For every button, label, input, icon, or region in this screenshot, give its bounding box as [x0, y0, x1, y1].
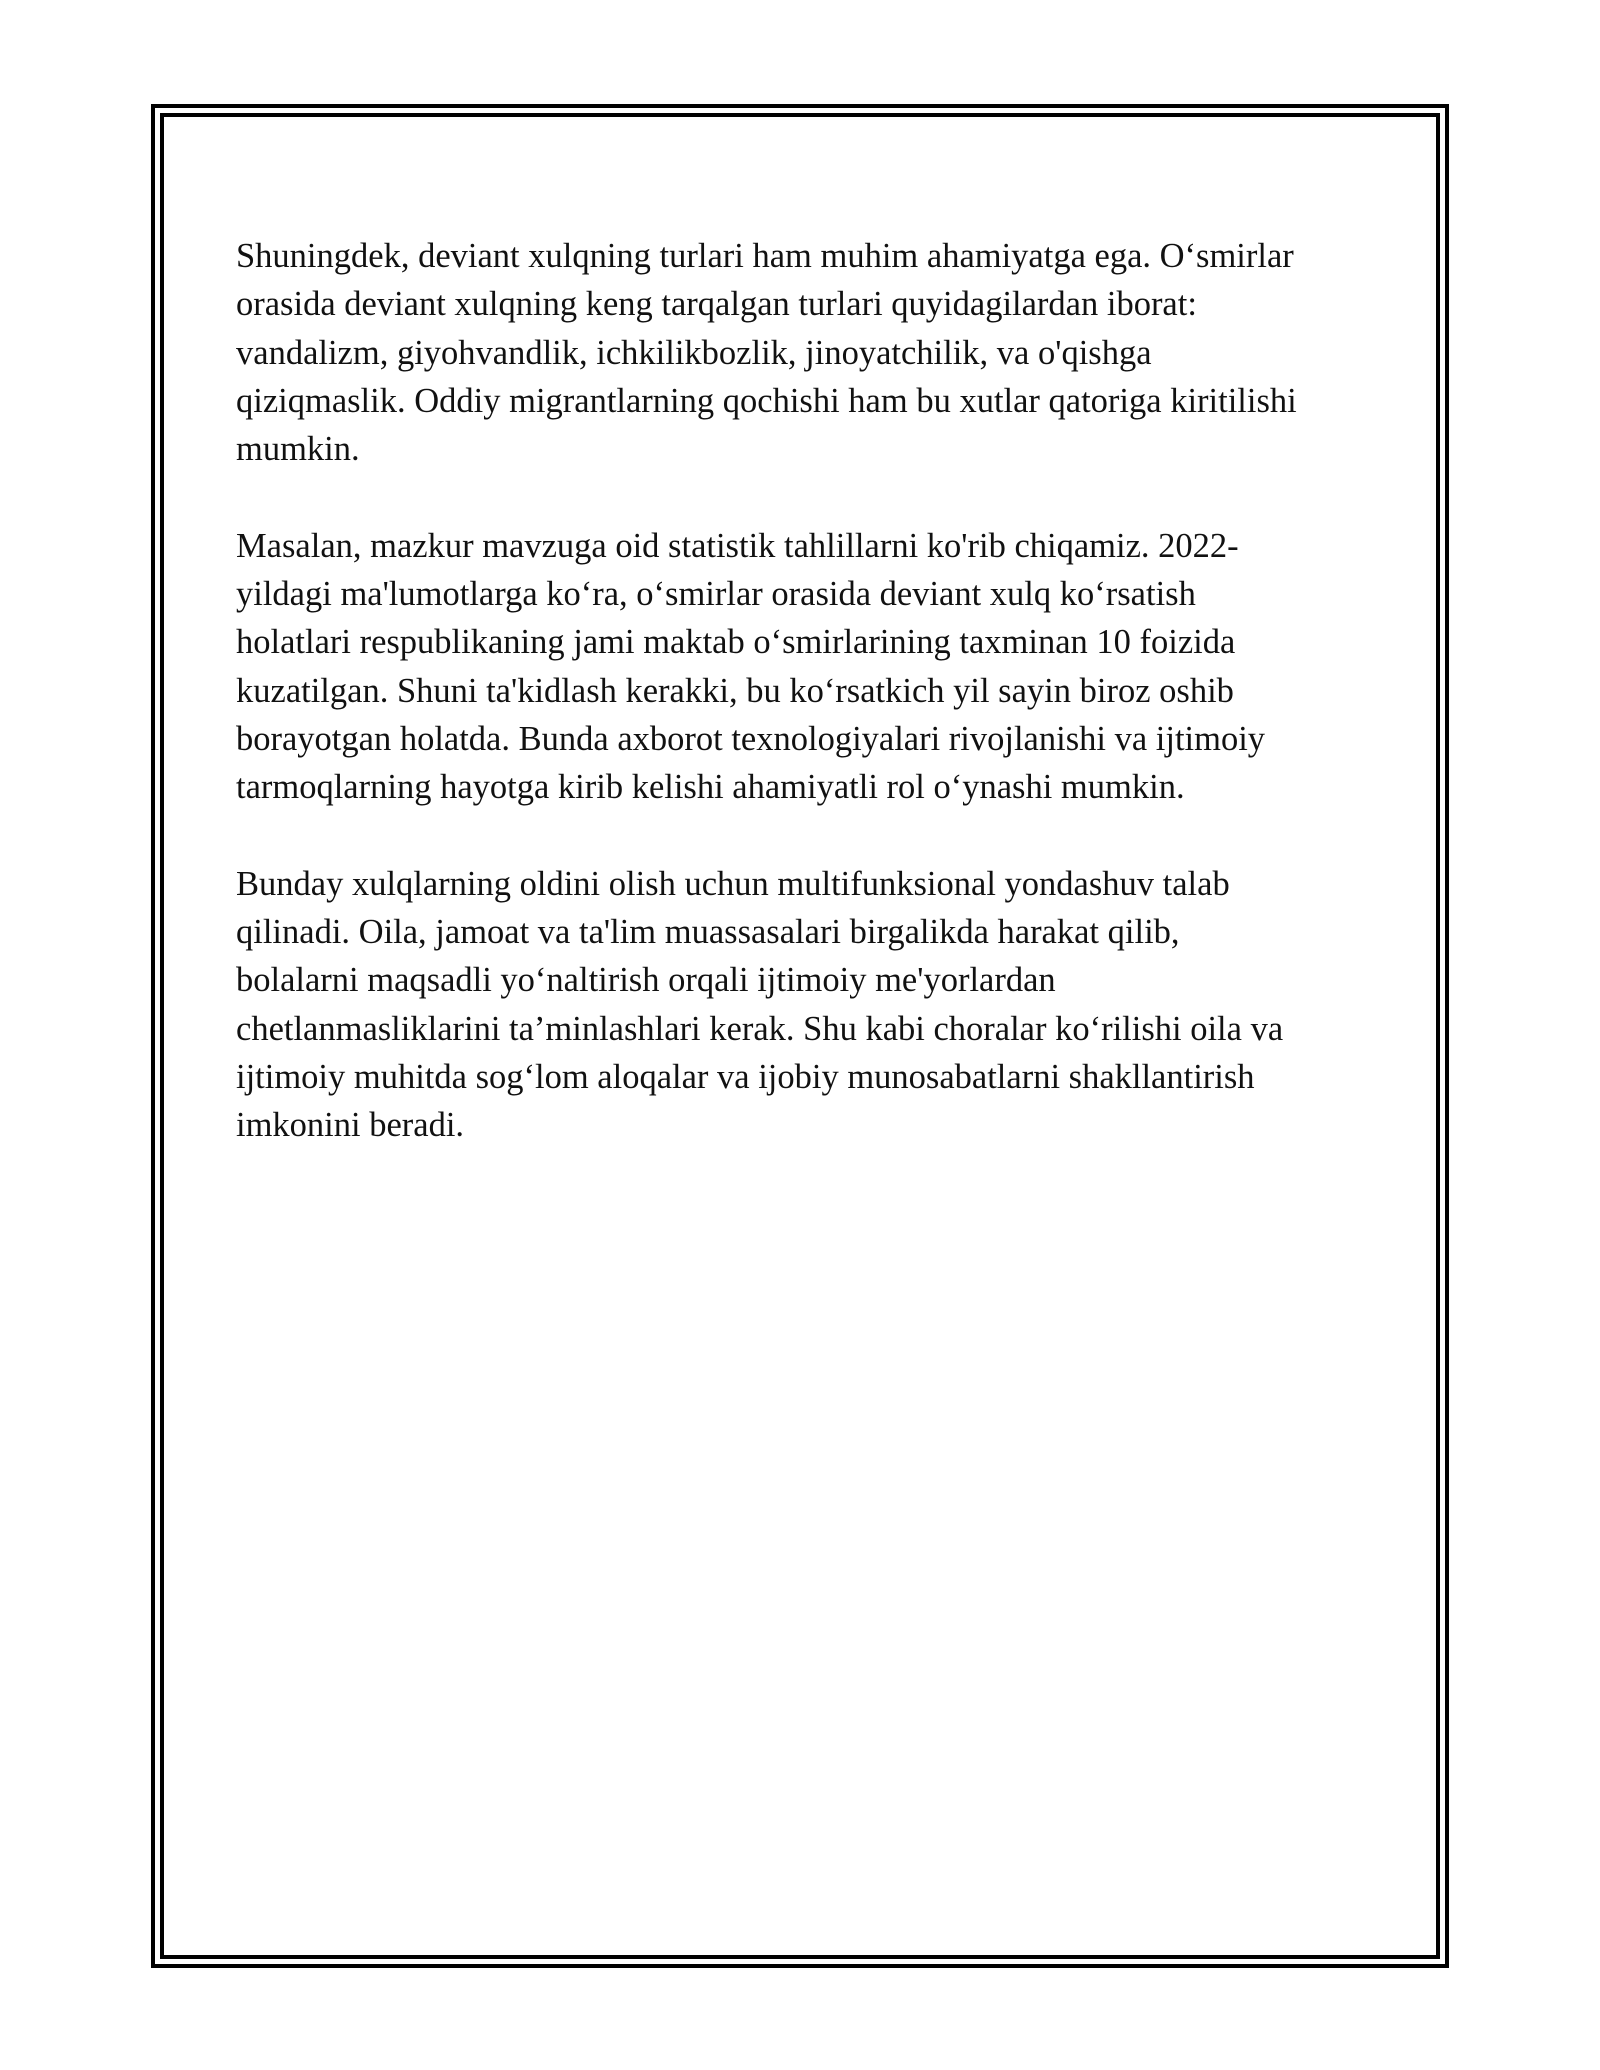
- paragraph-3: [236, 860, 1376, 1150]
- text-line: orasida deviant xulqning keng tarqalgan turlari quyidagilardan iborat:: [236, 285, 1197, 324]
- text-line: Masalan, mazkur mavzuga oid statistik tahlillarni ko'rib chiqamiz. 2022-: [236, 526, 1239, 565]
- text-line: imkonini beradi.: [236, 1106, 465, 1145]
- text-line: chetlanmasliklarini ta’minlashlari kerak. Shu kabi choralar ko‘rilishi oila va: [236, 1009, 1284, 1048]
- paragraph-2: [236, 522, 1376, 812]
- text-line: Shuningdek, deviant xulqning turlari ham muhim ahamiyatga ega. O‘smirlar: [236, 237, 1294, 275]
- text-line: borayotgan holatda. Bunda axborot texnologiyalari rivojlanishi va ijtimoiy: [236, 719, 1266, 758]
- text-line: vandalizm, giyohvandlik, ichkilikbozlik, jinoyatchilik, va o'qishga: [236, 333, 1152, 372]
- text-line: kuzatilgan. Shuni ta'kidlash kerakki, bu ko‘rsatkich yil sayin biroz oshib: [236, 671, 1234, 710]
- text-line: qiziqmaslik. Oddiy migrantlarning qochishi ham bu xutlar qatoriga kiritilishi: [236, 381, 1297, 420]
- text-line: holatlari respublikaning jami maktab o‘smirlarining taxminan 10 foizida: [236, 623, 1236, 662]
- text-line: qilinadi. Oila, jamoat va ta'lim muassasalari birgalikda harakat qilib,: [236, 913, 1180, 952]
- paragraph-1: [236, 232, 1376, 473]
- text-line: mumkin.: [236, 430, 360, 469]
- text-line: yildagi ma'lumotlarga ko‘ra, o‘smirlar orasida deviant xulq ko‘rsatish: [236, 575, 1196, 614]
- text-line: Bunday xulqlarning oldini olish uchun multifunksional yondashuv talab: [236, 864, 1230, 903]
- text-line: tarmoqlarning hayotga kirib kelishi ahamiyatli rol o‘ynashi mumkin.: [236, 768, 1185, 807]
- text-line: bolalarni maqsadli yo‘naltirish orqali ijtimoiy me'yorlardan: [236, 961, 1056, 1000]
- text-line: ijtimoiy muhitda sog‘lom aloqalar va ijobiy munosabatlarni shakllantirish: [236, 1058, 1255, 1097]
- body-text: [236, 232, 1376, 1198]
